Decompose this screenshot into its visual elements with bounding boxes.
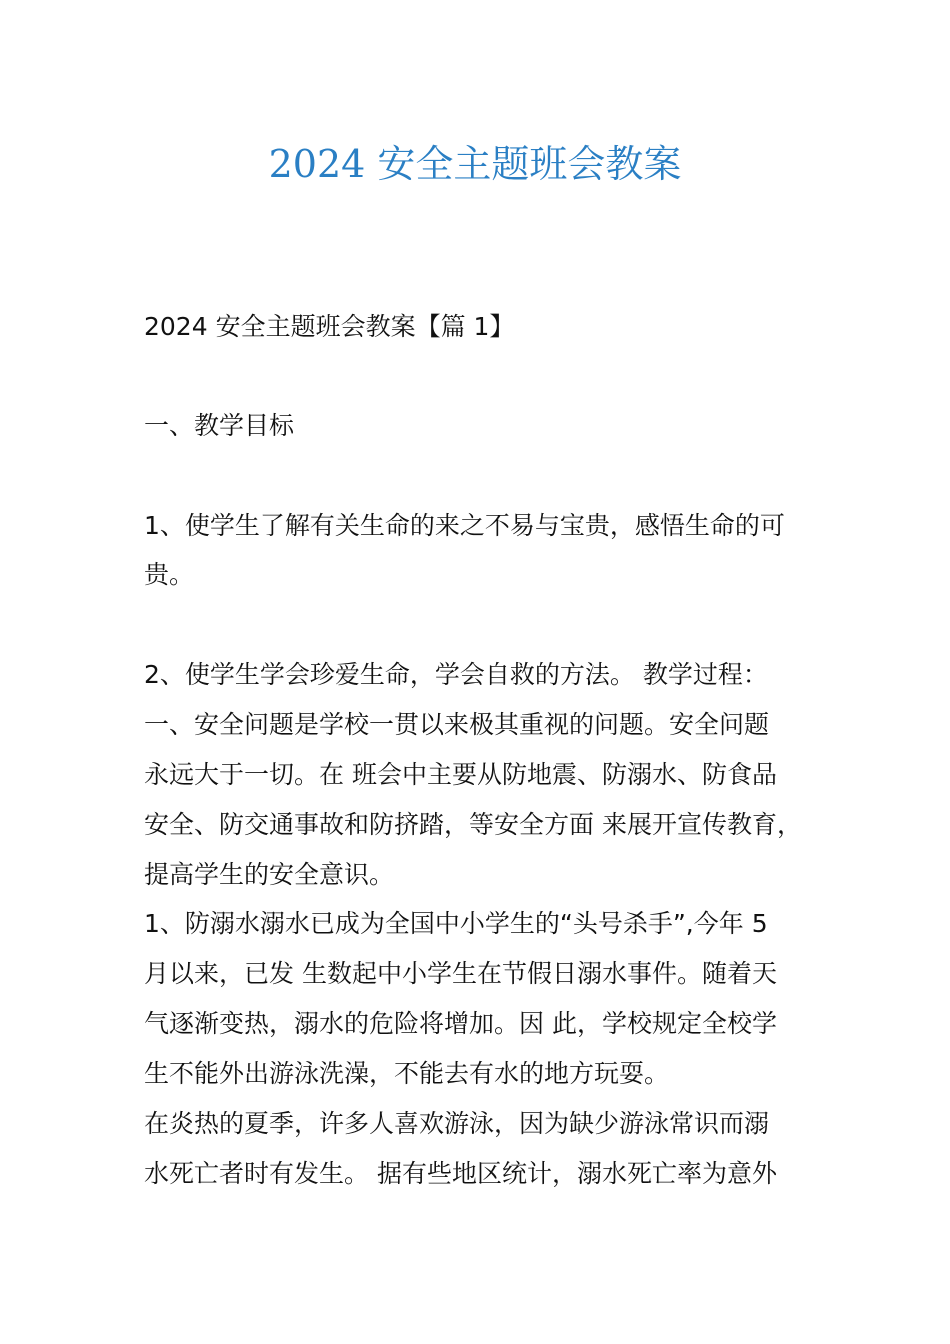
paragraph-line: 月以来，已发 生数起中小学生在节假日溺水事件。随着天 bbox=[144, 959, 777, 988]
paragraph-line: 安全、防交通事故和防挤踏，等安全方面 来展开宣传教育， bbox=[144, 810, 802, 839]
section-subtitle: 2024 安全主题班会教案【篇 1】 bbox=[144, 312, 515, 341]
paragraph-line: 2、使学生学会珍爱生命，学会自救的方法。 教学过程： bbox=[144, 660, 768, 689]
paragraph-line: 贵。 bbox=[144, 560, 195, 589]
document-title: 2024 安全主题班会教案 bbox=[268, 142, 682, 186]
paragraph-line: 1、防溺水溺水已成为全国中小学生的“头号杀手”,今年 5 bbox=[144, 909, 768, 938]
paragraph-line: 气逐渐变热，溺水的危险将增加。因 此，学校规定全校学 bbox=[144, 1009, 777, 1038]
paragraph-line: 生不能外出游泳洗澡，不能去有水的地方玩耍。 bbox=[144, 1059, 670, 1088]
paragraph-line: 提高学生的安全意识。 bbox=[144, 860, 395, 889]
paragraph-line: 永远大于一切。在 班会中主要从防地震、防溺水、防食品 bbox=[144, 760, 777, 789]
section-heading: 一、教学目标 bbox=[144, 411, 295, 440]
paragraph-line: 一、安全问题是学校一贯以来极其重视的问题。安全问题 bbox=[144, 710, 770, 739]
paragraph-line: 在炎热的夏季，许多人喜欢游泳，因为缺少游泳常识而溺 bbox=[144, 1109, 770, 1138]
paragraph-line: 1、使学生了解有关生命的来之不易与宝贵，感悟生命的可 bbox=[144, 511, 785, 540]
paragraph-line: 水死亡者时有发生。 据有些地区统计，溺水死亡率为意外 bbox=[144, 1159, 777, 1188]
